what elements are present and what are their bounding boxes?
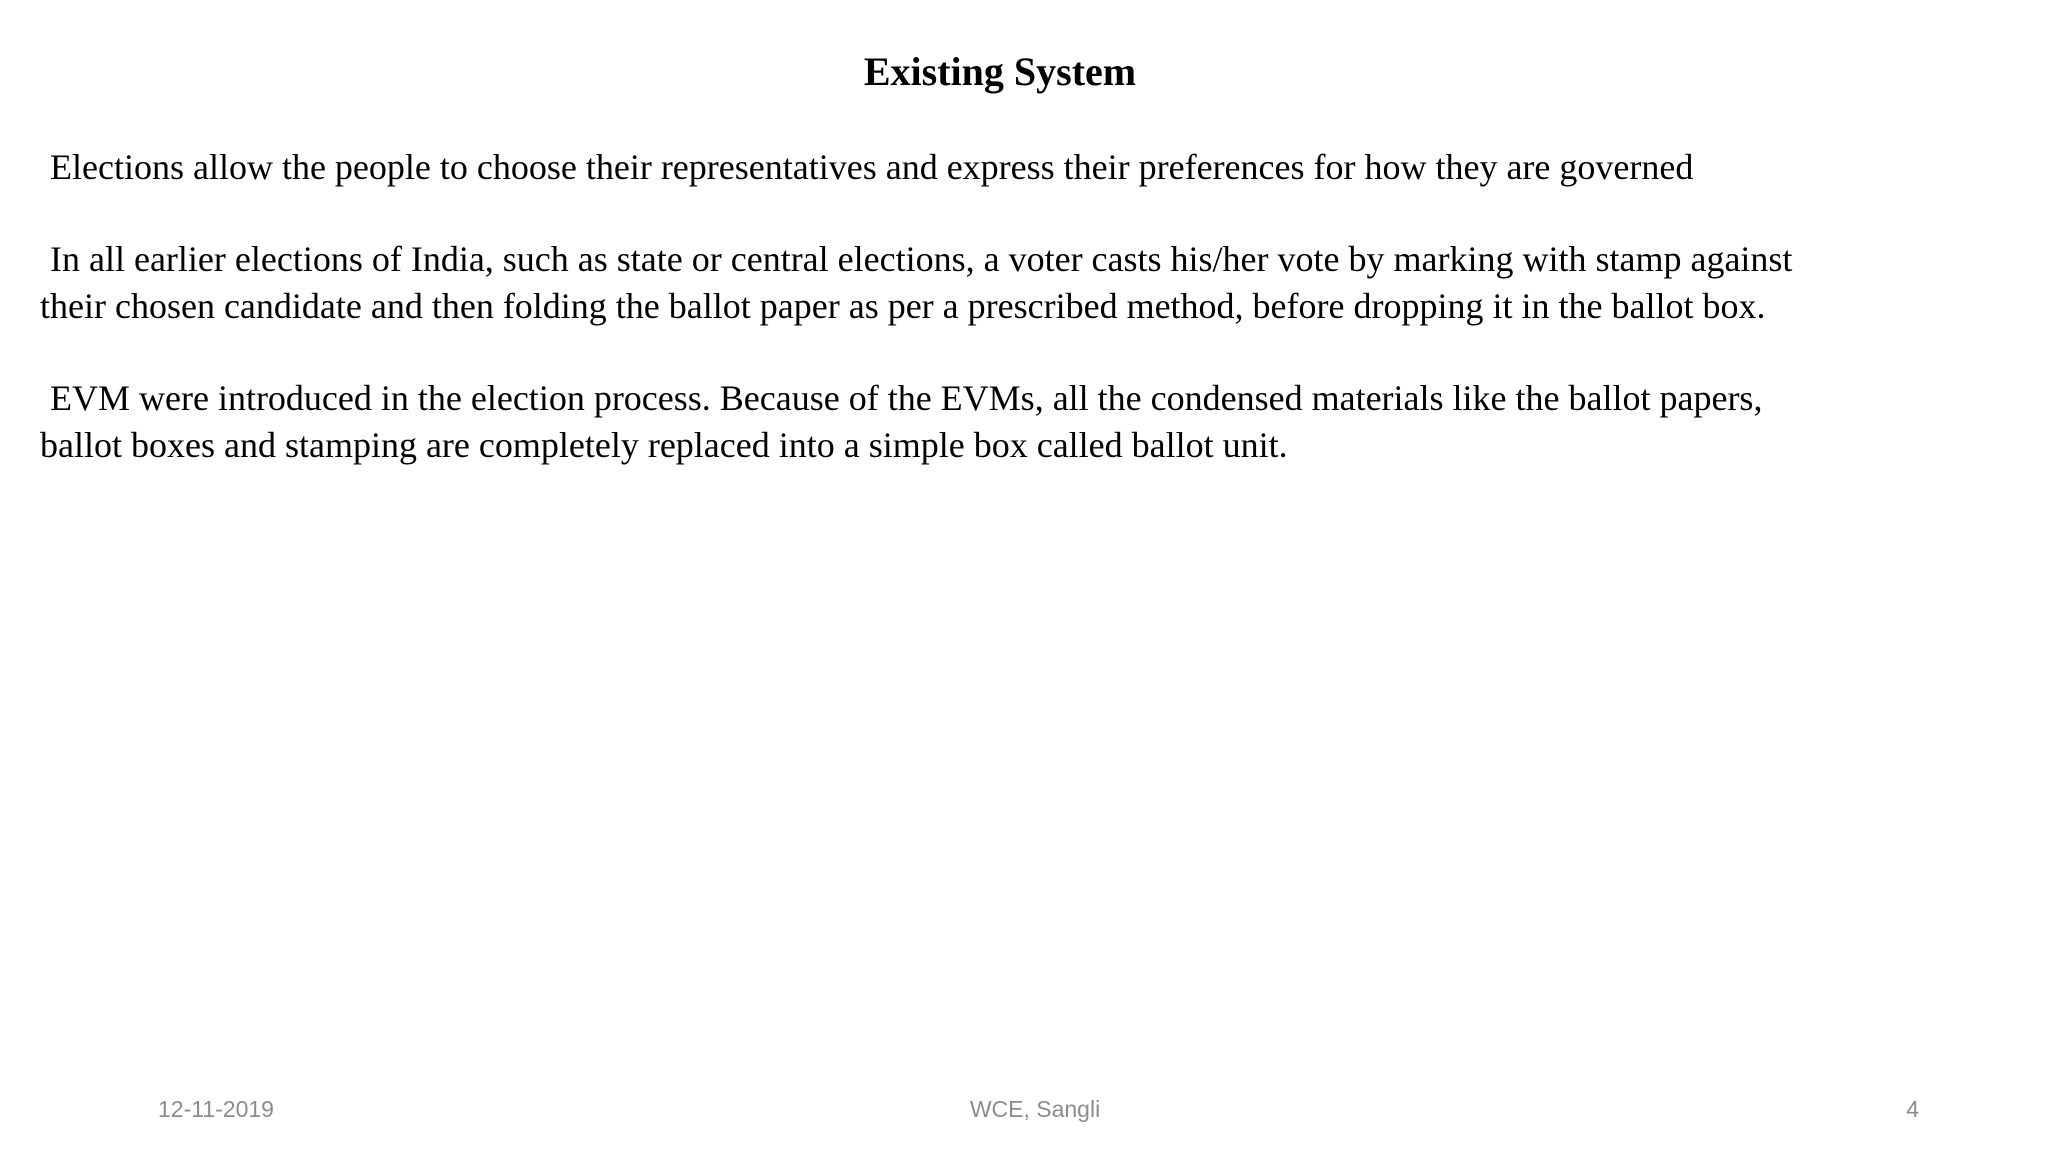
paragraph-line: ballot boxes and stamping are completely replaced into a simple box called ballot unit. <box>40 425 1288 465</box>
paragraph-evm <box>40 375 1762 469</box>
footer-date: 12-11-2019 <box>158 1096 274 1122</box>
footer-page-number: 4 <box>1906 1096 1919 1122</box>
paragraph-line: Elections allow the people to choose their representatives and express their preferences for how they are governed <box>50 147 1694 187</box>
slide-title: Existing System <box>863 49 1137 94</box>
footer-institution: WCE, Sangli <box>969 1096 1101 1122</box>
paragraph-line: In all earlier elections of India, such as state or central elections, a voter casts his/her vote by marking with stamp against <box>50 239 1793 279</box>
paragraph-earlier-elections <box>40 236 1792 330</box>
paragraph-line: their chosen candidate and then folding the ballot paper as per a prescribed method, before dropping it in the ballot box. <box>40 286 1766 326</box>
paragraph-line: EVM were introduced in the election process. Because of the EVMs, all the condensed materials like the ballot papers, <box>50 378 1763 418</box>
paragraph-elections <box>50 144 1693 191</box>
slide-footer <box>0 1096 2048 1126</box>
